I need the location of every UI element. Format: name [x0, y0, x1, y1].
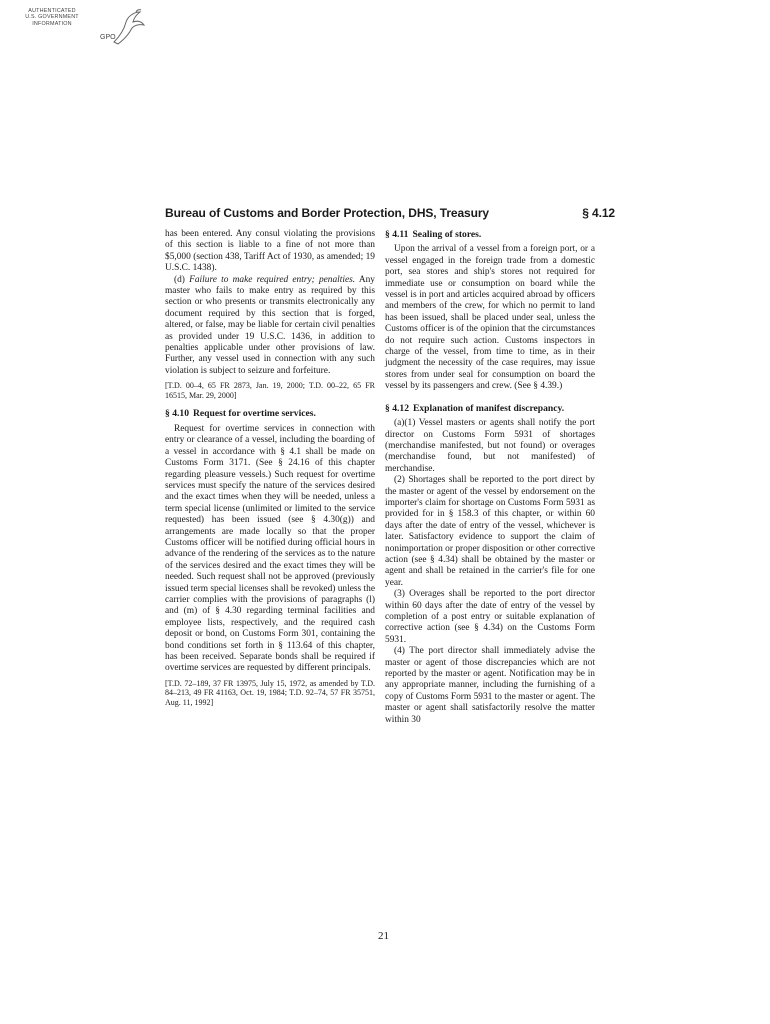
- section-4-12-paragraph-a2: (2) Shortages shall be reported to the port direct by the master or agent of the vessel by endorsement on the importer's claim for shortage on Customs Form 5931 as provided for in § 158.3 of this chapter, or within 60 days after the date of entry of the vessel, whichever is later. Satisfactory evidence to support the claim of nonimportation or proper disposition or other corrective action (see § 4.34) shall be obtained by the master or agent and shall be retained in the carrier's file for one year.: [385, 475, 595, 588]
- section-number: § 4.10: [165, 408, 189, 420]
- seal-text: [6, 8, 98, 27]
- section-4-11-paragraph: Upon the arrival of a vessel from a foreign port, or a vessel engaged in the foreign trade from a domestic port, sea stores and ship's stores not required for immediate use or consumption on board while the vessel is in port and articles acquired abroad by officers and members of the crew, for which no permit to land has been issued, shall be placed under seal, unless the Customs officer is of the opinion that the circumstances do not require such action. Customs inspectors in charge of the vessel, from time to time, as in their judgment the necessity of the case requires, may issue stores from under seal for consumption on board the vessel by its passengers and crew. (See § 4.39.): [385, 244, 595, 392]
- section-number: § 4.12: [385, 402, 409, 414]
- citation-1: [T.D. 00–4, 65 FR 2873, Jan. 19, 2000; T.D. 00–22, 65 FR 16515, Mar. 29, 2000]: [165, 381, 375, 400]
- running-head: [165, 206, 615, 222]
- section-number: § 4.11: [385, 229, 409, 240]
- paragraph-d-prefix: (d): [174, 274, 190, 285]
- paragraph-continued: has been entered. Any consul violating the provisions of this section is liable to a fine of not more than $5,000 (section 438, Tariff Act of 1930, as amended; 19 U.S.C. 1438).: [165, 229, 375, 274]
- left-column: [165, 229, 375, 716]
- paragraph-d-heading: Failure to make required entry; penalties.: [189, 274, 356, 285]
- right-column: [385, 229, 595, 726]
- section-4-12-paragraph-a1: (a)(1) Vessel masters or agents shall notify the port director on Customs Form 5931 of shortages (merchandise manifested, but not found) or overages (merchandise found, but not manifested) of merchandise.: [385, 418, 595, 474]
- section-title: Sealing of stores.: [412, 229, 482, 240]
- section-4-12-paragraph-a3: (3) Overages shall be reported to the port director within 60 days after the date of entry of the vessel by completion of a post entry or suitable explanation of corrective action (see § 4.34) on the Customs Form 5931.: [385, 589, 595, 645]
- paragraph-d-text: Any master who fails to make entry as required by this section or who presents or transmits electronically any document required by this section that is forged, altered, or false, may be liable for certain civil penalties as provided under 19 U.S.C. 1436, in addition to penalties applicable under other provisions of law. Further, any vessel used in connection with any such violation is subject to seizure and forfeiture.: [165, 274, 375, 376]
- page-number: 21: [378, 930, 389, 942]
- section-title: Request for overtime services.: [192, 408, 316, 420]
- seal-gpo-word: GPO: [100, 34, 116, 41]
- citation-2: [T.D. 72–189, 37 FR 13975, July 15, 1972, as amended by T.D. 84–213, 49 FR 41163, Oct. 19, 1984; T.D. 92–74, 57 FR 35751, Aug. 11, 1992]: [165, 678, 375, 707]
- seal-line-2: U.S. GOVERNMENT: [25, 14, 79, 21]
- section-heading-4-10: [165, 408, 375, 419]
- page-header-section: § 4.12: [582, 206, 615, 220]
- gpo-authentication-seal: [6, 6, 142, 46]
- section-heading-4-12: [385, 403, 595, 414]
- seal-line-1: AUTHENTICATED: [28, 8, 76, 14]
- section-4-12-paragraph-a4: (4) The port director shall immediately advise the master or agent of those discrepancies which are not reported by the master or agent. Notification may be in any appropriate manner, including the furnishing of a copy of Customs Form 5931 to the master or agent. The master or agent shall satisfactorily resolve the matter within 30: [385, 646, 595, 725]
- section-4-10-paragraph: Request for overtime services in connection with entry or clearance of a vessel, including the boarding of a vessel in accordance with § 4.1 shall be made on Customs Form 3171. (See § 24.16 of this chapter regarding pleasure vessels.) Such request for overtime services must specify the nature of the services desired and the exact times when they will be needed, unless a term special license (unlimited or limited to the service requested) has been issued (see § 4.30(g)) and arrangements are made locally so that the proper Customs officer will be notified during official hours in advance of the rendering of the services as to the nature of the services desired and the exact times they will be needed. Such request shall not be approved (previously issued term special licenses shall be revoked) unless the carrier complies with the provisions of paragraphs (l) and (m) of § 4.30 regarding terminal facilities and employee lists, respectively, and the required cash deposit or bond, on Customs Form 301, containing the bond conditions set forth in § 113.64 of this chapter, has been received. Separate bonds shall be required if overtime services are requested by different principals.: [165, 423, 375, 674]
- section-title: Explanation of manifest discrepancy.: [412, 402, 565, 414]
- section-heading-4-11: [385, 229, 595, 240]
- paragraph-d-penalties: [165, 275, 375, 378]
- seal-line-3: INFORMATION: [32, 20, 72, 27]
- page-header-title: Bureau of Customs and Border Protection, DHS, Treasury: [165, 206, 489, 220]
